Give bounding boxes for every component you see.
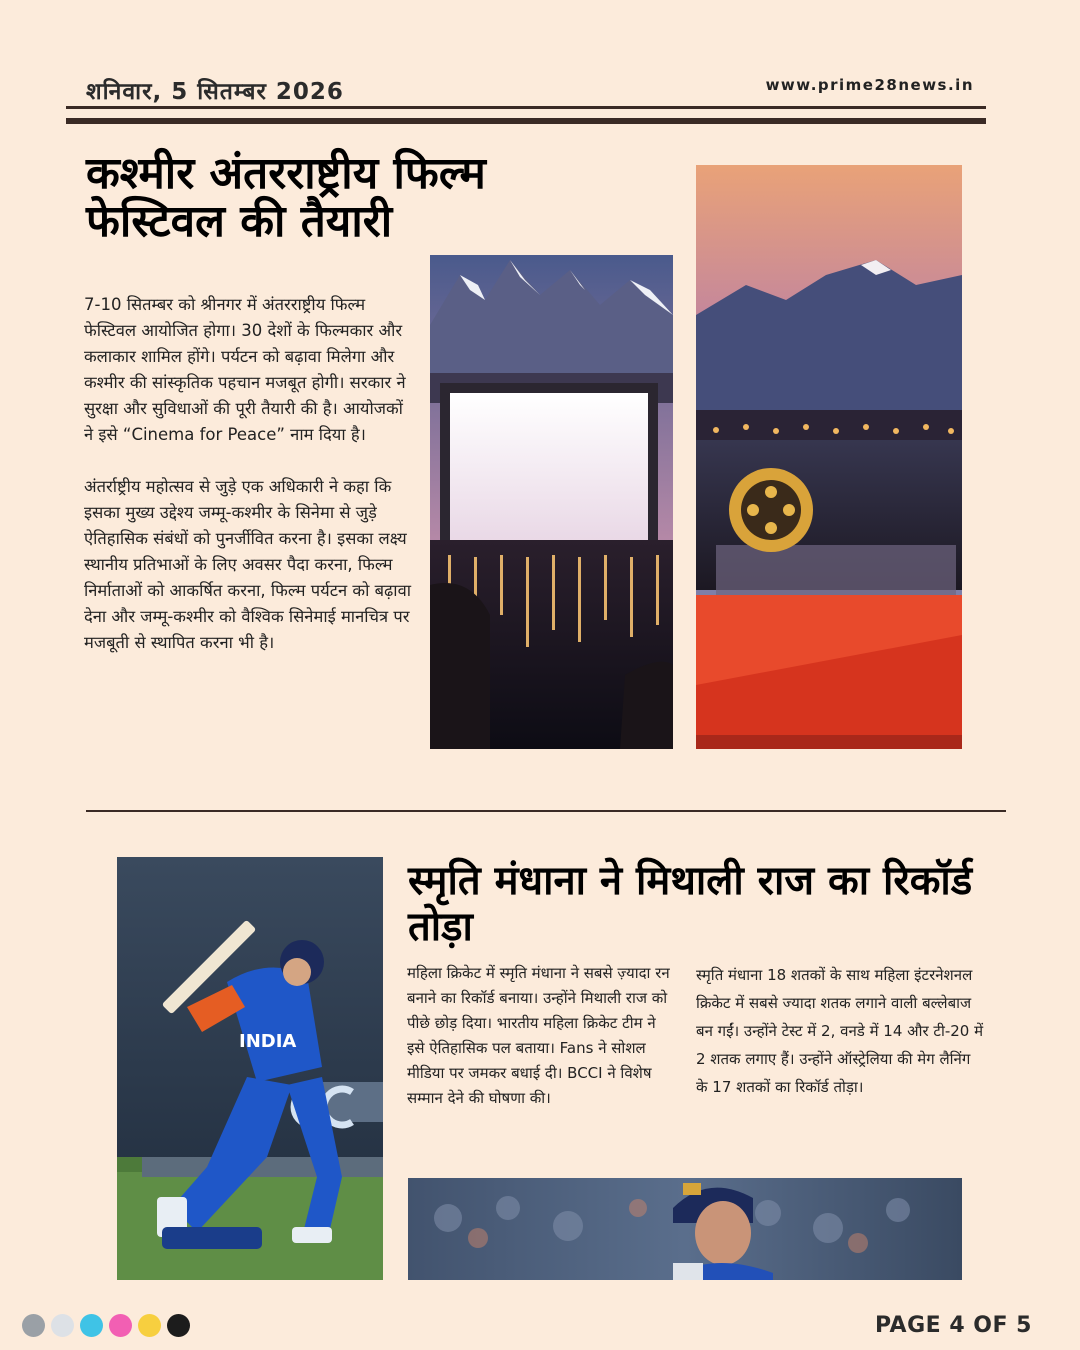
color-dot	[80, 1314, 103, 1337]
article1-paragraph: अंतर्राष्ट्रीय महोत्सव से जुड़े एक अधिकारी ने कहा कि इसका मुख्य उद्देश्य जम्मू-कश्मीर के सिनेमा से जुड़े ऐतिहासिक संबंधों को पुनर्जीवित करना है। इसका लक्ष्य स्थानीय प्रतिभाओं के लिए अवसर पैदा करना, फिल्म निर्माताओं को आकर्षित करना, फिल्म पर्यटन को बढ़ावा देना और जम्मू-कश्मीर को वैश्विक सिनेमाई मानचित्र पर मजबूती से स्थापित करना भी है।	[84, 477, 412, 652]
color-dot	[51, 1314, 74, 1337]
article2-headline: स्मृति मंधाना ने मिथाली राज का रिकॉर्ड तोड़ा	[408, 858, 973, 950]
header-rule-thin	[66, 106, 986, 109]
color-dot	[138, 1314, 161, 1337]
article1-headline: कश्मीर अंतरराष्ट्रीय फिल्म फेस्टिवल की तैयारी	[86, 148, 486, 247]
issue-date: शनिवार, 5 सितम्बर 2026	[86, 79, 344, 105]
website-url[interactable]: www.prime28news.in	[765, 76, 974, 94]
color-dot	[167, 1314, 190, 1337]
color-dot	[22, 1314, 45, 1337]
page-number: PAGE 4 OF 5	[874, 1313, 1032, 1338]
section-divider	[86, 810, 1006, 812]
article1-paragraph: 7-10 सितम्बर को श्रीनगर में अंतरराष्ट्रीय फिल्म फेस्टिवल आयोजित होगा। 30 देशों के फिल्मकार और कलाकार शामिल होंगे। पर्यटन को बढ़ावा मिलेगा और कश्मीर की सांस्कृतिक पहचान मजबूत होगी। सरकार ने सुरक्षा और सुविधाओं की पूरी तैयारी की है। आयोजकों ने इसे “Cinema for Peace” नाम दिया है।	[84, 295, 406, 444]
kashmir-festival-photo	[696, 165, 962, 749]
color-dot	[109, 1314, 132, 1337]
article2-column: स्मृति मंधाना 18 शतकों के साथ महिला इंटरनेशनल क्रिकेट में सबसे ज्यादा शतक लगाने वाली बल्लेबाज बन गईं। उन्होंने टेस्ट में 2, वनडे में 14 और टी-20 में 2 शतक लगाए हैं। उन्होंने ऑस्ट्रेलिया की मेग लैनिंग के 17 शतकों का रिकॉर्ड तोड़ा।	[696, 966, 984, 1096]
article1-body	[84, 292, 416, 656]
color-dots	[22, 1314, 190, 1337]
smriti-portrait-photo	[408, 1178, 962, 1280]
floating-cinema-photo	[430, 255, 673, 749]
jersey-text: INDIA	[239, 1031, 297, 1052]
article2-column: महिला क्रिकेट में स्मृति मंधाना ने सबसे ज़्यादा रन बनाने का रिकॉर्ड बनाया। उन्होंने मिथाली राज को पीछे छोड़ दिया। भारतीय महिला क्रिकेट टीम ने इसे ऐतिहासिक पल बताया। Fans ने सोशल मीडिया पर जमकर बधाई दी। BCCI ने विशेष सम्मान देने की घोषणा की।	[407, 964, 670, 1107]
smriti-batting-photo	[117, 857, 383, 1280]
header-rule-thick	[66, 118, 986, 124]
